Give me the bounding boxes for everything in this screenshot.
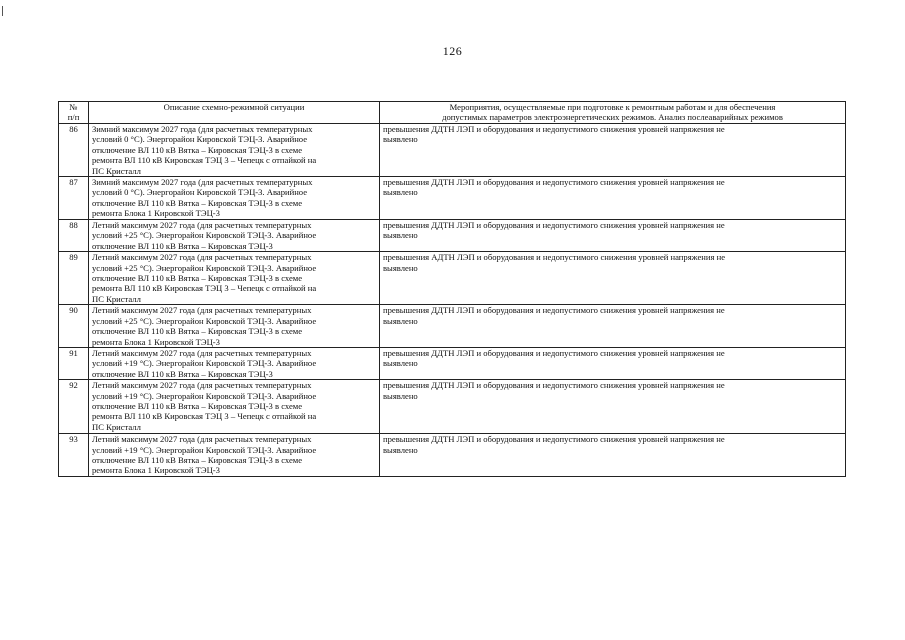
description-line: Летний максимум 2027 года (для расчетных температурных <box>92 305 312 316</box>
description-line: отключение ВЛ 110 кВ Вятка – Кировская ТЭЦ-3 в схеме <box>92 144 303 155</box>
description-line: Летний максимум 2027 года (для расчетных температурных <box>92 252 312 263</box>
row-number: 92 <box>59 380 89 434</box>
measures-line: выявлено <box>383 358 418 369</box>
row-measures <box>380 305 846 348</box>
row-number: 86 <box>59 124 89 177</box>
description-line: Летний максимум 2027 года (для расчетных температурных <box>92 380 312 391</box>
measures-line: превышения ДДТН ЛЭП и оборудования и недопустимого снижения уровней напряжения не <box>383 124 725 134</box>
description-line: ремонта ВЛ 110 кВ Кировская ТЭЦ 3 – Чепецк с отпайкой на <box>92 155 317 166</box>
description-line: ПС Кристалл <box>92 293 141 304</box>
table-row <box>59 124 846 177</box>
description-line: отключение ВЛ 110 кВ Вятка – Кировская ТЭЦ-3 в схеме <box>92 454 303 465</box>
row-description <box>89 305 380 348</box>
measures-line: выявлено <box>383 315 418 326</box>
description-line: условий +19 °С). Энергорайон Кировской ТЭЦ-3. Аварийное <box>92 444 317 455</box>
description-line: условий 0 °С). Энергорайон Кировской ТЭЦ-3. Аварийное <box>92 187 308 198</box>
description-line: условий +19 °С). Энергорайон Кировской ТЭЦ-3. Аварийное <box>92 390 317 401</box>
row-measures <box>380 220 846 252</box>
row-number: 93 <box>59 434 89 477</box>
row-measures <box>380 347 846 379</box>
description-line: Летний максимум 2027 года (для расчетных температурных <box>92 347 312 358</box>
row-description <box>89 434 380 477</box>
description-line: условий +25 °С). Энергорайон Кировской ТЭЦ-3. Аварийное <box>92 262 317 273</box>
measures-line: превышения ДДТН ЛЭП и оборудования и недопустимого снижения уровней напряжения не <box>383 177 725 188</box>
description-line: условий +25 °С). Энергорайон Кировской ТЭЦ-3. Аварийное <box>92 315 317 326</box>
description-line: отключение ВЛ 110 кВ Вятка – Кировская ТЭЦ-3 в схеме <box>92 273 303 284</box>
description-line: условий 0 °С). Энергорайон Кировской ТЭЦ-3. Аварийное <box>92 134 308 145</box>
header-number-line: п/п <box>67 112 80 123</box>
description-line: отключение ВЛ 110 кВ Вятка – Кировская ТЭЦ-3 <box>92 368 273 379</box>
measures-line: превышения ДДТН ЛЭП и оборудования и недопустимого снижения уровней напряжения не <box>383 305 725 316</box>
header-measures-line: Мероприятия, осуществляемые при подготовке к ремонтным работам и для обеспечения <box>449 102 776 112</box>
description-line: условий +19 °С). Энергорайон Кировской ТЭЦ-3. Аварийное <box>92 358 317 369</box>
row-measures <box>380 177 846 220</box>
measures-line: выявлено <box>383 390 418 401</box>
scan-edge-mark <box>2 6 3 16</box>
description-line: ПС Кристалл <box>92 421 141 432</box>
measures-line: выявлено <box>383 230 418 241</box>
table-header-row <box>59 102 846 124</box>
row-number: 89 <box>59 252 89 305</box>
row-measures <box>380 434 846 477</box>
description-line: Зимний максимум 2027 года (для расчетных температурных <box>92 177 313 188</box>
measures-line: выявлено <box>383 134 418 145</box>
measures-line: выявлено <box>383 262 418 273</box>
row-number: 90 <box>59 305 89 348</box>
description-line: ПС Кристалл <box>92 165 141 176</box>
header-measures-line: допустимых параметров электроэнергетических режимов. Анализ послеаварийных режимов <box>442 112 783 123</box>
header-number <box>59 102 89 124</box>
row-number: 91 <box>59 347 89 379</box>
measures-line: превышения ДДТН ЛЭП и оборудования и недопустимого снижения уровней напряжения не <box>383 380 725 391</box>
description-line: ремонта Блока 1 Кировской ТЭЦ-3 <box>92 336 220 347</box>
row-description <box>89 252 380 305</box>
row-measures <box>380 252 846 305</box>
table-row <box>59 434 846 477</box>
description-line: отключение ВЛ 110 кВ Вятка – Кировская ТЭЦ-3 <box>92 240 273 251</box>
description-line: ремонта ВЛ 110 кВ Кировская ТЭЦ 3 – Чепецк с отпайкой на <box>92 411 317 422</box>
row-number: 88 <box>59 220 89 252</box>
row-description <box>89 380 380 434</box>
description-line: Зимний максимум 2027 года (для расчетных температурных <box>92 124 313 134</box>
table-row <box>59 220 846 252</box>
header-measures-text <box>383 102 842 123</box>
measures-line: выявлено <box>383 187 418 198</box>
measures-line: превышения ДДТН ЛЭП и оборудования и недопустимого снижения уровней напряжения не <box>383 220 725 231</box>
measures-line: превышения ДДТН ЛЭП и оборудования и недопустимого снижения уровней напряжения не <box>383 347 725 358</box>
row-number: 87 <box>59 177 89 220</box>
description-line: условий +25 °С). Энергорайон Кировской ТЭЦ-3. Аварийное <box>92 230 317 241</box>
scenario-table <box>58 101 846 477</box>
table-row <box>59 347 846 379</box>
description-line: Летний максимум 2027 года (для расчетных температурных <box>92 434 312 445</box>
table-row <box>59 380 846 434</box>
measures-line: превышения ДДТН ЛЭП и оборудования и недопустимого снижения уровней напряжения не <box>383 434 725 445</box>
description-line: ремонта ВЛ 110 кВ Кировская ТЭЦ 3 – Чепецк с отпайкой на <box>92 283 317 294</box>
header-measures <box>380 102 846 124</box>
description-line: ремонта Блока 1 Кировской ТЭЦ-3 <box>92 208 220 219</box>
measures-line: превышения АДТН ЛЭП и оборудования и недопустимого снижения уровней напряжения не <box>383 252 726 263</box>
row-measures <box>380 380 846 434</box>
table-row <box>59 252 846 305</box>
row-description <box>89 220 380 252</box>
header-number-line: № <box>69 102 78 112</box>
row-description <box>89 347 380 379</box>
description-line: ремонта Блока 1 Кировской ТЭЦ-3 <box>92 465 220 476</box>
row-measures <box>380 124 846 177</box>
measures-line: выявлено <box>383 444 418 455</box>
table-row <box>59 177 846 220</box>
header-description: Описание схемно-режимной ситуации <box>89 102 380 124</box>
description-line: Летний максимум 2027 года (для расчетных температурных <box>92 220 312 231</box>
table-row <box>59 305 846 348</box>
description-line: отключение ВЛ 110 кВ Вятка – Кировская ТЭЦ-3 в схеме <box>92 326 303 337</box>
description-line: отключение ВЛ 110 кВ Вятка – Кировская ТЭЦ-3 в схеме <box>92 400 303 411</box>
row-description <box>89 177 380 220</box>
page-number: 126 <box>442 44 463 58</box>
description-line: отключение ВЛ 110 кВ Вятка – Кировская ТЭЦ-3 в схеме <box>92 197 303 208</box>
row-description <box>89 124 380 177</box>
